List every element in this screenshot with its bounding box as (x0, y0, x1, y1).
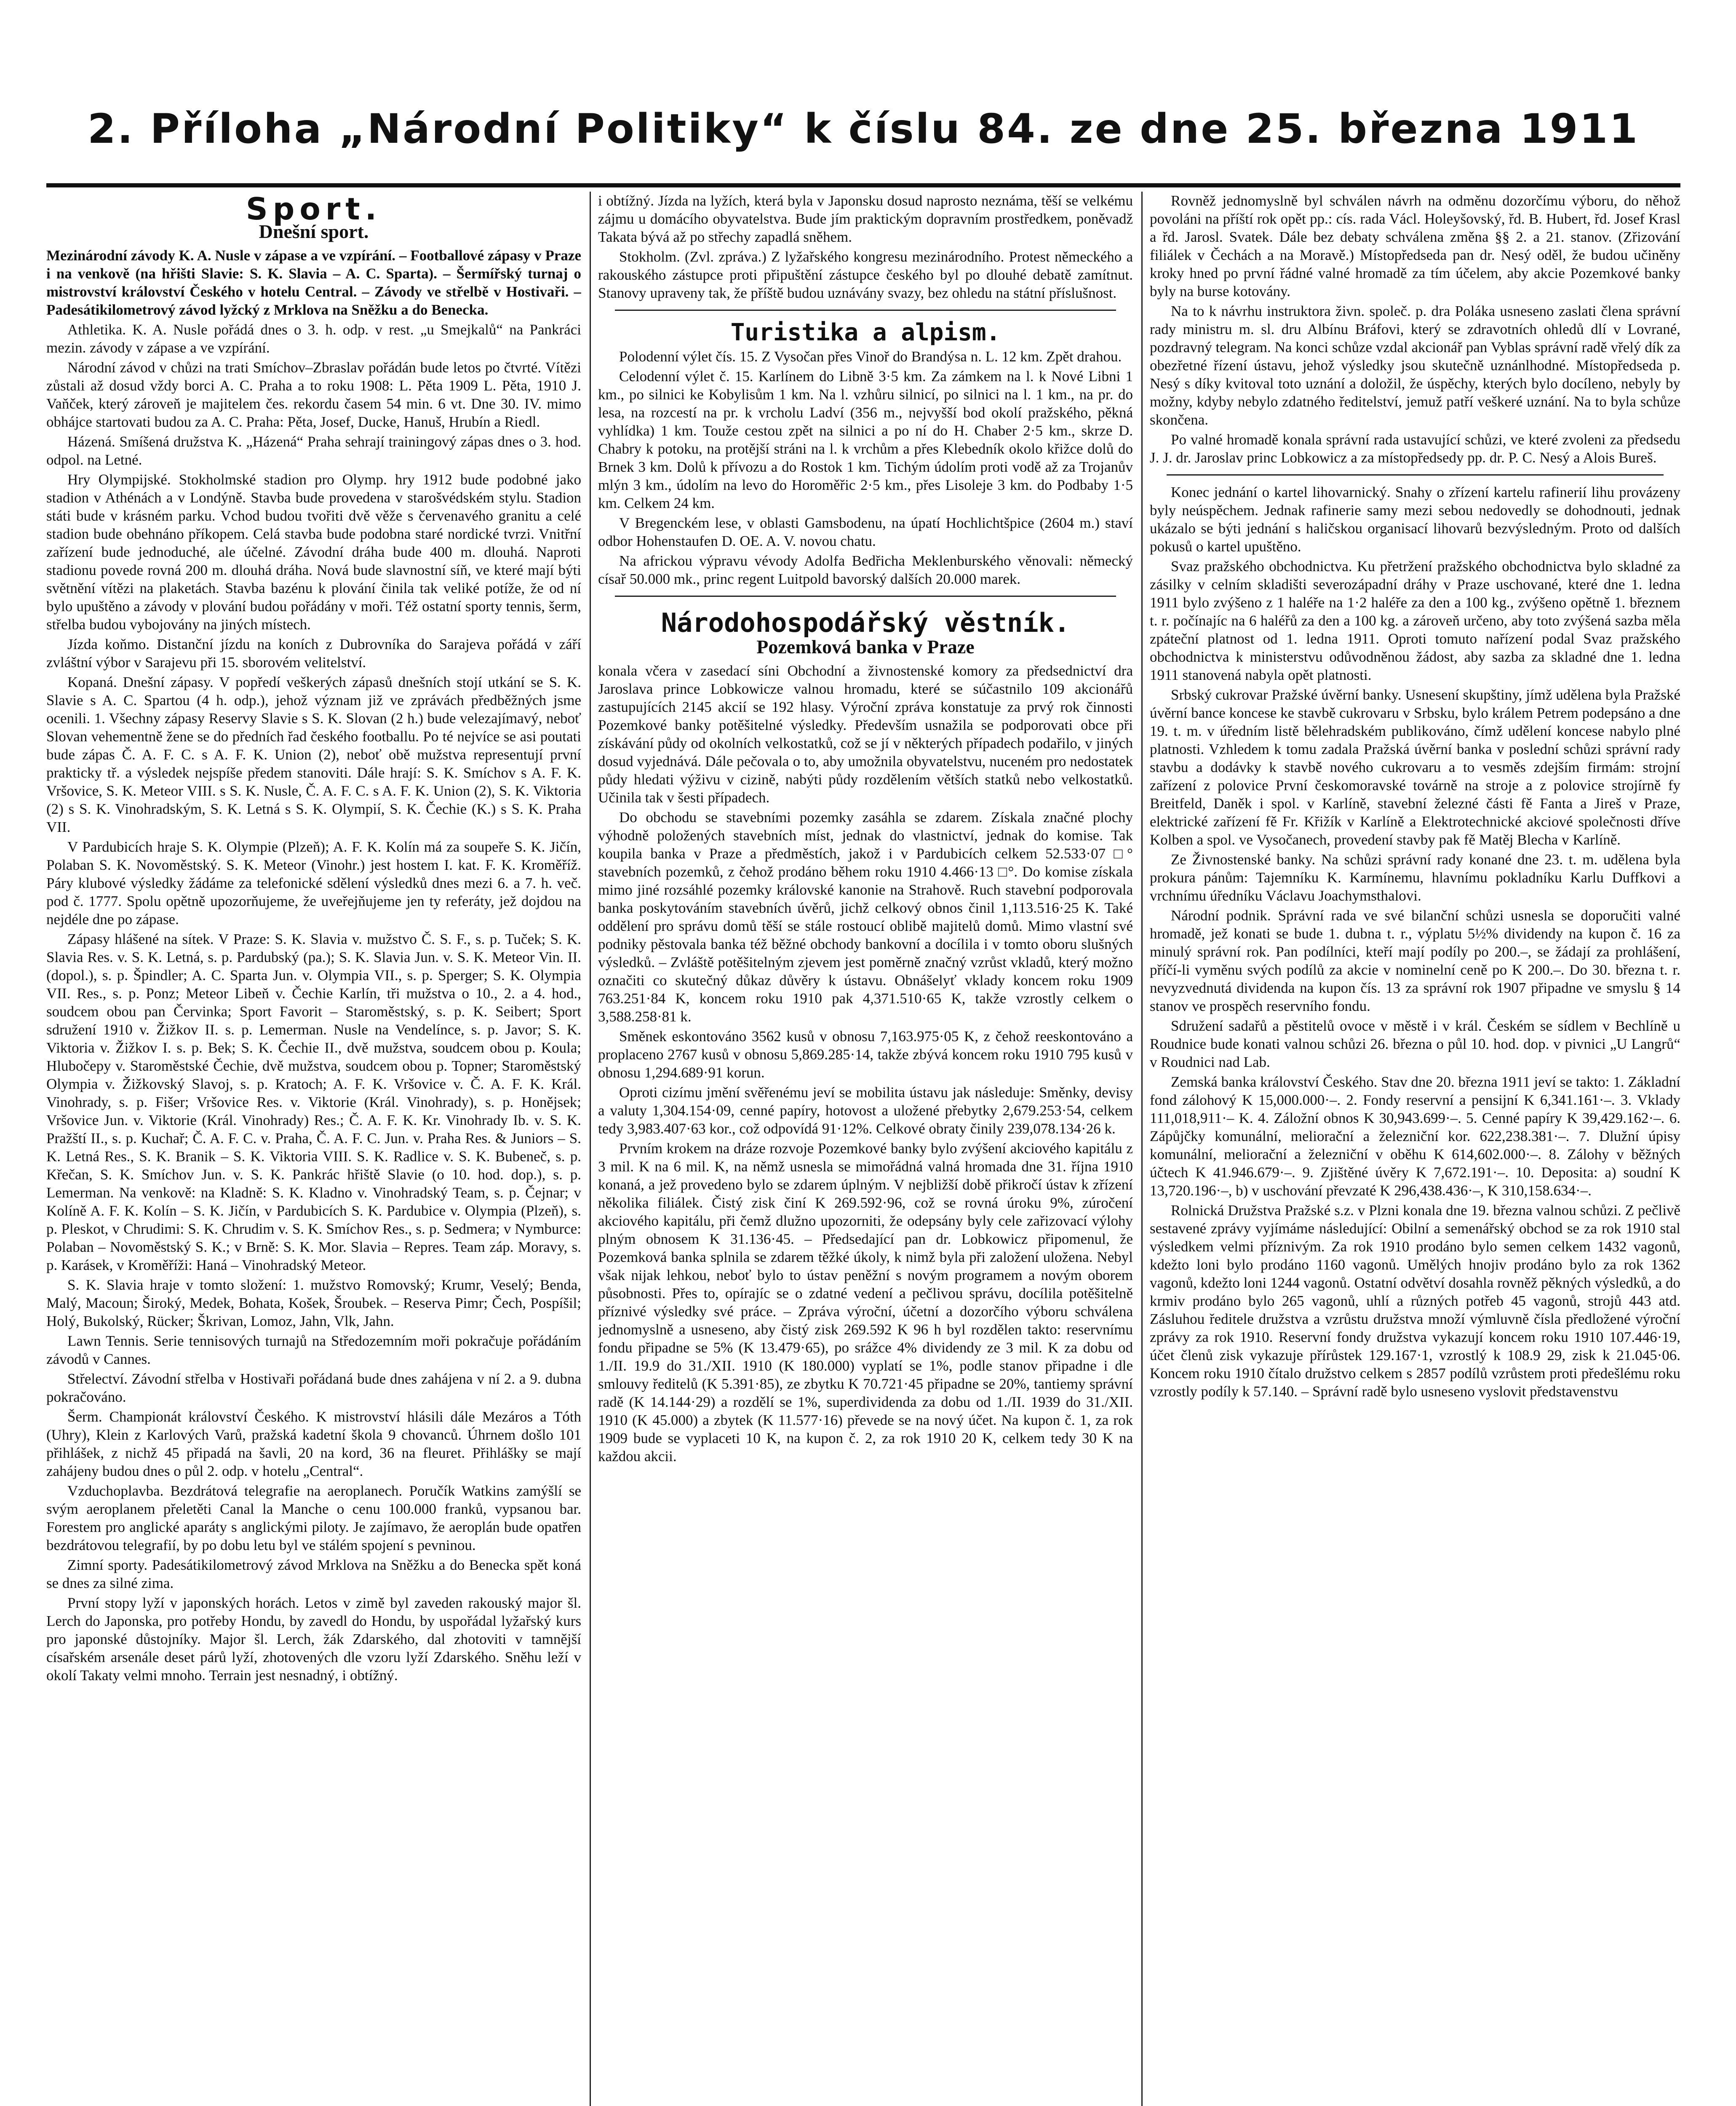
tourism-heading: Turistika a alpism. (730, 319, 1001, 346)
news-item: Ze Živnostenské banky. Na schůzi správní rady konané dne 23. t. m. udělena byla prokura pánům: Tajemníku K. Karmínemu, hlavnímu pokladníku Karlu Duffkovi a vrchnímu úředníku Václavu Joachymsthalovi. (1150, 851, 1680, 904)
section-rule (615, 596, 1116, 597)
sport-paragraph: Národní závod v chůzi na trati Smíchov–Zbraslav pořádán bude letos po čtvrté. Vítězi zůstali až dosud vždy borci A. C. Praha a to roku 1908: L. Pěta 1909 L. Pěta, 1910 J. Vaňček, který zároveň je majitelem čes. rekordu časem 54 min. 6 vt. Dne 30. IV. mimo obhájce startovati budou za A. C. Praha: Pěta, Josef, Ducke, Hanuš, Hrubín a Riedl. (46, 359, 581, 430)
economy-continued-paragraph: Na to k návrhu instruktora živn. společ. p. dra Poláka usneseno zaslati člena správní rady ministru m. sl. dru Albínu Bráfovi, který se zdravotních ohledů dlí v Lovrané, pozdravný telegram. Na konci schůze vzdal akcionář pan Vyblas správní radě vřelý dík za obezřetné řízení ústavu, jehož výsledky jsou skutečně uznánlhodné. Místopředseda p. Nesý s díky kvitoval toto uznání a doložil, že úspěchy, kterých bylo docíleno, nebyly by možny, kdyby nebylo zdatného ředitelství, jemuž patří veškeré uznání. Na to byla schůze skončena. (1150, 303, 1680, 428)
economy-paragraph: Směnek eskontováno 3562 kusů v obnosu 7,163.975·05 K, z čehož reeskontováno a proplaceno 2767 kusů v obnosu 5,869.285·14, takže zbývá koncem roku 1910 795 kusů v obnosu 1,294.689·91 korun. (598, 1028, 1133, 1081)
news-item: Sdružení sadařů a pěstitelů ovoce v městě i v král. Českém se sídlem v Bechlíně u Roudnice bude konati valnou schůzi 26. března o půl 10. hod. dop. v pivnici „U Langrů“ v Roudnici nad Lab. (1150, 1018, 1680, 1070)
sport-paragraph: Jízda koňmo. Distanční jízdu na koních z Dubrovníka do Sarajeva pořádá v září zvláštní výbor v Sarajevu při 15. sborovém velitelství. (46, 636, 581, 671)
news-item: Rolnická Družstva Pražské s.z. v Plzni konala dne 19. března valnou schůzi. Z pečlivě sestavené zprávy vyjímáme následující: Obilní a semenářský obchod se za rok 1910 stal výsledkem velmi příznivým. Za rok 1910 prodáno bylo semen celkem 1432 vagonů, kdežto loni bylo prodáno 1160 vagonů. Umělých hnojiv prodáno bylo za rok 1362 vagonů, kdežto loni 1244 vagonů. Ostatní odvětví dosahla rovněž pěkných výsledků, a do krmiv prodáno bylo 265 vagonů, uhlí a různých potřeb 45 vagonů, strojů 443 atd. Zásluhou ředitele družstva a vzrůstu družstva množí výmluvně čísla předložené výroční zprávy za rok 1910. Reservní fondy družstva vykazují koncem roku 1910 107.446·19, účet členů zisk vykazuje přírůstek 129.167·1, vzrostlý k 108.9 29, zisk k 21.045·06. Koncem roku 1910 čítalo družstvo celkem s 2857 podílů vzrůstem proti předešlému roku vzrostly podíly k 57.140. – Správní radě bylo usneseno vyslovit představenstvu (1150, 1202, 1680, 1400)
column-right (1150, 192, 1680, 2106)
masthead-rule (46, 183, 1680, 187)
economy-paragraph: Oproti cizímu jmění svěřenému jeví se mobilita ústavu jak následuje: Směnky, devisy a valuty 1,304.154·09, cenné papíry, hotovost a uložené přebytky 2,679.253·54, celkem tedy 3,983.407·63 kor., což odpovídá 91·12%. Celkové obraty činily 239,078.134·26 k. (598, 1084, 1133, 1137)
sport-paragraph: Střelectví. Závodní střelba v Hostivaři pořádaná bude dnes zahájena v ní 2. a 9. dubna pokračováno. (46, 1371, 581, 1405)
sport-paragraph: Athletika. K. A. Nusle pořádá dnes o 3. h. odp. v rest. „u Smejkalů“ na Pankráci mezin. závody v zápase a ve vzpírání. (46, 321, 581, 356)
newspaper-page (46, 25, 1680, 2106)
economy-paragraph: Do obchodu se stavebními pozemky zasáhla se zdarem. Získala značné plochy výhodně položených stavebních míst, jednak do vlastnictví, jednak do komise. Tak koupila banka v Praze a předměstích, jakož i v Pardubicích celkem 52.533·07 □° stavebních pozemků, z čehož prodáno během roku 1910 4.466·13 □°. Do komise získala mimo jiné rozsáhlé pozemky královské kanonie na Strahově. Ruch stavební podporovala banka poskytováním stavebních úvěrů, jichž celkový obnos činil 1,113.516·25 K. Také oddělení pro správu domů těší se stále rostoucí oblibě majitelů domů. Mimo vlastní své podniky pěstovala banka též běžné obchody bankovní a docílila i v tomto oboru slušných výsledků. – Zvláště potěšitelným zjevem jest poměrně značný vzrůst vkladů, který možno označiti co skutečný důkaz důvěry k ústavu. Obnášelyť vklady koncem roku 1909 763.251·84 K, koncem roku 1910 pak 4,371.510·65 K, takže vzrostly celkem o 3,588.258·81 k. (598, 809, 1133, 1025)
sport-subheading: Dnešní sport. (259, 221, 369, 242)
sport-heading: Sport. (246, 192, 382, 227)
sport-paragraph: Kopaná. Dnešní zápasy. V popředí veškerých zápasů dnešních stojí utkání se S. K. Slavie s A. C. Spartou (4 h. odp.), jehož význam již ve zprávách předběžných jsme ocenili. 1. Všechny zápasy Reservy Slavie s S. K. Slovan (2 h.) bude velezajímavý, neboť Slovan vehementně žene se do předních řad českého footballu. Po té nejvíce se asi poutati bude zápas Č. A. F. C. s A. F. K. Union (2), neboť obě mužstva representují první prakticky tř. a výsledek nejspíše předem stanoviti. Dále hrají: S. K. Smíchov s A. F. K. Vršovice, S. K. Meteor VIII. s S. K. Nusle, Č. A. F. C. s A. F. K. Union (2), S. K. Viktoria (2) s S. K. Vinohradským, S. K. Letná s S. K. Olympií, S. K. Čechie (K.) s S. K. Praha VII. (46, 674, 581, 835)
section-rule (1167, 474, 1664, 476)
sport-paragraph: Hry Olympijské. Stokholmské stadion pro Olymp. hry 1912 bude podobné jako stadion v Athénách a v Londýně. Stavba bude provedena v starošvédském stylu. Stadion státi bude v krásném parku. Vchod budou tvořiti dvě věže s červenavého granitu a celé stadion bude obehnáno příkopem. Celá stavba bude podobna staré nordické tvrzi. Vnitřní zařízení bude jednoduché, ale účelné. Závodní dráha bude 400 m. dlouhá. Naproti stadionu povede rovná 200 m. dlouhá dráha. Nová bude slavnostní síň, ve které mají býti světnění vítězi na plaketách. Stavba bazénu k plování činila tak veliké potíže, že od ní bylo upuštěno a závody v plování budou pořádány v moři. Též ostatní sporty tennis, šerm, střelba budou vybojovány na jiných místech. (46, 471, 581, 633)
tourism-paragraph: Celodenní výlet č. 15. Karlínem do Libně 3·5 km. Za zámkem na l. k Nové Libni 1 km., po silnici ke Kobylisům 1 km. Na l. vzhůru silnicí, po silnici na l. 1 km., na pr. do lesa, na rozcestí na pr. k vrcholu Ladví (356 m., nejvyšší bod okolí pražského, pěkná vyhlídka) 1 km. Touže cestou zpět na silnici a po ní do H. Chaber 2·5 km., skrze D. Chabry k potoku, na protější stráni na l. k vrchům a přes Klebedník okolo křižce dolů do Brnek 3 km. Dolů k přívozu a do Rostok 1 km. Tichým údolím proti vodě až za Trojanův mlýn 3 km., údolím na levo do Horoměřic 2·5 km., přes Lisoleje 3 km. do Podbaby 1·5 km. Celkem 24 km. (598, 368, 1133, 511)
news-item: Konec jednání o kartel lihovarnický. Snahy o zřízení kartelu rafinerií lihu provázeny byly neúspěchem. Jednak rafinerie samy mezi sebou nedovedly se dohodnouti, jednak ukázalo se býti jednání s haličskou organisací lihovarů bezvýsledným. Proto od dalších pokusů o kartel upuštěno. (1150, 484, 1680, 555)
tourism-paragraph: V Bregenckém lese, v oblasti Gamsbodenu, na úpatí Hochlichtšpice (2604 m.) staví odbor Hohenstaufen D. OE. A. V. novou chatu. (598, 515, 1133, 549)
news-item: Zemská banka království Českého. Stav dne 20. března 1911 jeví se takto: 1. Základní fond zálohový K 15,000.000·–. 2. Fondy reservní a pensijní K 6,341.161·–. 3. Vklady 111,018,911·– K. 4. Záložní obnos K 30,943.699·–. 5. Cenné papíry K 39,429.162·–. 6. Zápůjčky komunální, meliorační a železniční kor. 622,238.381·–. 7. Dlužní úpisy komunální, meliorační a železniční v oběhu K 614,602.000·–. 8. Zálohy v běžných účtech K 41.946.679·–. 9. Zjištěné úvěry K 7,672.191·–. 10. Deposita: a) soudní K 13,720.196·–, b) v uschování převzaté K 296,438.436·–, K 310,158.634·–. (1150, 1074, 1680, 1199)
column-middle (598, 192, 1133, 2106)
sport-paragraph: Mezinárodní závody K. A. Nusle v zápase a ve vzpírání. – Footballové zápasy v Praze i na venkově (na hřišti Slavie: S. K. Slavia – A. C. Sparta). – Šermířský turnaj o mistrovství království Českého v hotelu Central. – Závody ve střelbě v Hostivaři. – Padesátikilometrový závod lyžcký z Mrklova na Sněžku a do Benecka. (46, 247, 581, 318)
news-item: Národní podnik. Správní rada ve své bilanční schůzi usnesla se doporučiti valné hromadě, jež konati se bude 1. dubna t. r., výplatu 5½% dividendy na kupon č. 16 za minulý správní rok. Pan podílníci, kteří mají podíly po 200.–, se žádají za prohlášení, příčí-li vyměnu svých podílů za akcie v nominelní ceně po K 200.–. Do 30. března t. r. nevyzvednutá dividenda na kupon čís. 13 za správní rok 1907 připadne ve smyslu § 14 stanov ve prospěch reservního fondu. (1150, 907, 1680, 1014)
economy-continued-paragraph: Rovněž jednomyslně byl schválen návrh na odměnu dozorčímu výboru, do něhož povoláni na příští rok opět pp.: cís. rada Václ. Holeyšovský, řd. B. Hubert, řd. Josef Krasl a řd. Jarosl. Svatek. Dále bez debaty schválena změna §§ 2. a 21. stanov. (Zřizování filiálek v Čechách a na Moravě.) Místopředseda pan dr. Nesý oděl, že budou učiněny kroky hned po první řádné valné hromadě za tím účelem, aby akcie Pozemkové banky byly na burse kotovány. (1150, 192, 1680, 299)
continuation-paragraph: i obtížný. Jízda na lyžích, která byla v Japonsku dosud naprosto neznáma, těší se velkému zájmu u domácího obyvatelstva. Bude jím praktickým dopravním prostředkem, poněvadž Takata bývá až po střechy zapadlá sněhem. (598, 192, 1133, 245)
column-sport (46, 192, 581, 2106)
economy-paragraph: Prvním krokem na dráze rozvoje Pozemkové banky bylo zvýšení akciového kapitálu z 3 mil. K na 6 mil. K, na němž usnesla se mimořádná valná hromada dne 31. října 1910 konaná, a jež provedeno bylo se zdarem úplným. V nejbližší době přikročí ústav k zřízení několika filiálek. Čistý zisk činí K 269.592·96, což se rovná úroku 9%, zúročení akciového kapitálu, při čemž dlužno upozorniti, že odepsány byly cele zařizovací výlohy plným obnosem K 31.136·45. – Předsedající pan dr. Lobkowicz připomenul, že Pozemková banka splnila se zdarem těžké úkoly, k nimž byla při založení uložena. Nebyl však nijak lehkou, neboť bylo to ústav peněžní s novým programem a novým oborem působnosti. Přes to, opírajíc se o zdatné vedení a pečlivou správu, docílila potěšitelně příznivé výsledky své práce. – Zpráva výroční, účetní a dozorčího výboru schválena jednomyslně a usneseno, aby čistý zisk 269.592 K 96 h byl rozdělen takto: reservnímu fondu připadne se 5% (K 13.479·65), po srážce 4% dividendy ze 3 mil. K za dobu od 1./II. 19.9 do 31./XII. 1910 (K 180.000) vyplatí se 1%, podle stanov připadne i dle smlouvy ředitelů (K 5.391·85), ze zbytku K 70.721·45 připadne se 20%, tantiemy správní radě (K 14.144·29) a rozdělí se 1%, superdividenda za dobu od 1./II. 1939 do 31./XII. 1910 (K 45.000) a zbytek (K 11.577·16) převede se na nový účet. Na kupon č. 1, za rok 1909 bude se vyplaceti 10 K, na kupon č. 2, za rok 1910 20 K, celkem tedy 30 K na každou akcii. (598, 1140, 1133, 1465)
columns-container (46, 192, 1680, 2106)
news-item: Srbský cukrovar Pražské úvěrní banky. Usnesení skupštiny, jímž udělena byla Pražské úvěrní bance koncese ke stavbě cukrovaru v Srbsku, bylo králem Petrem podepsáno a dne 19. t. m. v úředním listě bělehradském publikováno, čímž udělení koncese nabylo plné platnosti. Vzhledem k tomu zadala Pražská úvěrní banka v poslední schůzi správní rady stavbu a dodávky k stavbě nového cukrovaru a to vesměs zdejším firmám: strojní zařízení z polovice První českomoravské továrně na stroje a z polovice strojírně fy Breitfeld, Daněk i spol. v Karlíně, stavební železné části fě Fanta a Jireš v Praze, elektrické zařízení fě Fr. Křižík v Karlíně a Elektrotechnické akciové společnosti dříve Kolben a spol. ve Vysočanech, provedení stavby pak fě Matěj Blecha v Karlíně. (1150, 687, 1680, 848)
sport-paragraph: První stopy lyží v japonských horách. Letos v zimě byl zaveden rakouský major šl. Lerch do Japonska, pro potřeby Hondu, by zavedl do Hondu, by uspořádal lyžařský kurs pro japonské důstojníky. Major šl. Lerch, žák Zdarského, dal zhotoviti v tamnější císařském arsenále deset párů lyží, zhotovených dle vzoru lyží Zdarského. Sněhu leží v okolí Takaty velmi mnoho. Terrain jest nesnadný, i obtížný. (46, 1595, 581, 1684)
news-item: Svaz pražského obchodnictva. Ku přetržení pražského obchodnictva bylo skladné za zásilky v celním skladišti severozápadní dráhy v Praze uschované, které dne 1. ledna 1911 bylo zvýšeno z 1 haléře na 1·2 haléře za den a 100 kg., zvýšeno opětně 1. březnem t. r. počínajíc na 6 haléřů za den a 100 kg. a zároveň určeno, aby toto zvýšená sazba měla zpáteční platnost od 1. ledna 1911. Oproti tomuto nařízení podal Svaz pražského obchodnictva k ministerstvu odůvodněnou žádost, aby sazba za skladné dne 1. ledna 1911 stanovená nabyla opět platnosti. (1150, 558, 1680, 683)
sport-paragraph: Vzduchoplavba. Bezdrátová telegrafie na aeroplanech. Poručík Watkins zamýšlí se svým aeroplanem přeletěti Canal la Manche o cenu 100.000 franků, vypsanou bar. Forestem pro anglické aparáty s anglickými piloty. Je zajímavo, že aeroplán bude opatřen bezdrátovou telegrafií, by po dobu letu byl ve stálém spojení s pevninou. (46, 1483, 581, 1553)
sport-paragraph: V Pardubicích hraje S. K. Olympie (Plzeň); A. F. K. Kolín má za soupeře S. K. Jičín, Polaban S. K. Novoměstský. S. K. Meteor (Vinohr.) jest hostem I. kat. F. K. Kroměříž. Páry klubové výsledky žádáme za telefonické sdělení výsledků dnes mezi 6. a 7. h. več. pod č. 1777. Spolu opětně upozorňujeme, že uveřejňujeme jen ty referáty, jež dojdou na nejdéle dne po zápase. (46, 839, 581, 927)
sport-paragraph: Lawn Tennis. Serie tennisových turnajů na Středozemním moři pokračuje pořádáním závodů v Cannes. (46, 1333, 581, 1367)
masthead-title: 2. Příloha „Národní Politiky“ k číslu 84. ze dne 25. března 1911 (87, 105, 1640, 152)
continuation-paragraph: Stokholm. (Zvl. zpráva.) Z lyžařského kongresu mezinárodního. Protest německého a rakouského zástupce proti připuštění zástupce českého byl po dlouhé debatě zamítnut. Stanovy upraveny tak, že příště budou uznávány svazy, bez ohledu na státní příslušnost. (598, 249, 1133, 301)
sport-paragraph: Šerm. Championát království Českého. K mistrovství hlásili dále Mezáros a Tóth (Uhry), Klein z Karlových Varů, pražská kadetní škola 9 chovanců. Úhrnem došlo 101 přihlášek, z nichž 45 připadá na šavli, 20 na kord, 36 na fleuret. Přihlášky se mají zahájeny budou dnes o půl 2. odp. v hotelu „Central“. (46, 1408, 581, 1479)
sport-paragraph: S. K. Slavia hraje v tomto složení: 1. mužstvo Romovský; Krumr, Veselý; Benda, Malý, Macoun; Široký, Medek, Bohata, Košek, Šroubek. – Reserva Pimr; Čech, Pospíšil; Holý, Bukolský, Rücker; Škrivan, Lomoz, Jahn, Vlk, Jahn. (46, 1277, 581, 1329)
tourism-paragraph: Polodenní výlet čís. 15. Z Vysočan přes Vinoř do Brandýsa n. L. 12 km. Zpět drahou. (619, 348, 1122, 365)
sport-paragraph: Zimní sporty. Padesátikilometrový závod Mrklova na Sněžku a do Benecka spět koná se dnes za silné zima. (46, 1557, 581, 1591)
economy-subheading: Pozemková banka v Praze (756, 636, 975, 657)
section-rule (615, 310, 1116, 311)
economy-paragraph: konala včera v zasedací síni Obchodní a živnostenské komory za předsednictví dra Jaroslava prince Lobkowicze valnou hromadu, které se súčastnilo 109 akcionářů zastupujících 2145 akcií se 192 hlasy. Výroční zpráva konstatuje za prvý rok činnosti Pozemkové banky potěšitelné výsledky. Především usnažila se podporovati obce při získávání půdy od okolních velkostatků, což se jí v některých případech podařilo, v jiných dosud vyjednává. Dále pečovala o to, aby umožnila obyvatelstvu, nuceném pro nedostatek půdy hledati výživu v cizině, nabýti půdy rozdělením větších statků nebo velkostatků. Učinila tak v šesti případech. (598, 663, 1133, 806)
sport-paragraph: Zápasy hlášené na sítek. V Praze: S. K. Slavia v. mužstvo Č. S. F., s. p. Tuček; S. K. Slavia Res. v. S. K. Letná, s. p. Pardubský (pa.); S. K. Slavia Jun. v. S. K. Meteor Vin. II. (dopol.), s. p. Špindler; A. C. Sparta Jun. v. Olympia VII., s. p. Sperger; S. K. Olympia VII. Res., s. p. Ponz; Meteor Libeň v. Čechie Karlín, tři mužstva o 10., 2. a 4. hod., soudcem obou pan Červinka; Sport Favorit – Staroměstský, s. p. K. Seibert; Sport sdružení 1910 v. Žižkov II. s. p. Lemerman. Nusle na Vendelínce, s. p. Javor; S. K. Viktoria v. Žižkov I. s. p. Bek; S. K. Čechie II., dvě mužstva, soudcem obou p. Koula; Hlubočepy v. Staroměstské Čechie, dvě mužstva, soudcem obou p. Topner; Staroměstský Olympia v. Žižkovský Slavoj, s. p. Kratoch; A. F. K. Vršovice v. Č. A. F. K. Král. Vinohrady, s. p. Fišer; Vršovice Res. v. Viktorie (Král. Vinohrady), s. p. Honějsek; Vršovice Jun. v. Viktorie (Král. Vinohrady) Res.; Č. A. F. K. Kr. Vinohrady Ib. v. S. K. Pražští II., s. p. Kuchař; Č. A. F. C. v. Praha, Č. A. F. C. Jun. v. Praha Res. & Juniors – S. K. Letná Res., S. K. Branik – S. K. Viktoria VIII. S. K. Radlice v. S. K. Bubeneč, s. p. Křečan, S. K. Smíchov Jun. v. S. K. Pankrác hřiště Slavie (o 10. hod. dop.), s. p. Lemerman. Na venkově: na Kladně: S. K. Kladno v. Vinohradský Team, s. p. Čejnar; v Kolíně A. F. K. Kolín – S. K. Jičín, v Pardubicích S. K. Pardubice v. Olympia (Plzeň), s. p. Pleskot, v Chrudimi: S. K. Chrudim v. S. K. Smíchov Res., s. p. Sedmera; v Nymburce: Polaban – Novoměstský S. K.; v Brně: S. K. Mor. Slavia – Repres. Team záp. Moravy, s. p. Karásek, v Kroměříži: Haná – Vinohradský Meteor. (46, 931, 581, 1273)
tourism-paragraph: Na africkou výpravu vévody Adolfa Bedřicha Meklenburského věnovali: německý císař 50.000 mk., princ regent Luitpold bavorský dalších 20.000 marek. (598, 553, 1133, 587)
economy-heading: Národohospodářský věstník. (661, 607, 1070, 638)
sport-paragraph: Házená. Smíšená družstva K. „Házená“ Praha sehrají trainingový zápas dnes o 3. hod. odpol. na Letné. (46, 433, 581, 468)
economy-continued-paragraph: Po valné hromadě konala správní rada ustavující schůzi, ve které zvoleni za předsedu J. J. dr. Jaroslav princ Lobkowicz a za místopředsedy pp. dr. P. C. Nesý a Alois Bureš. (1150, 431, 1680, 466)
